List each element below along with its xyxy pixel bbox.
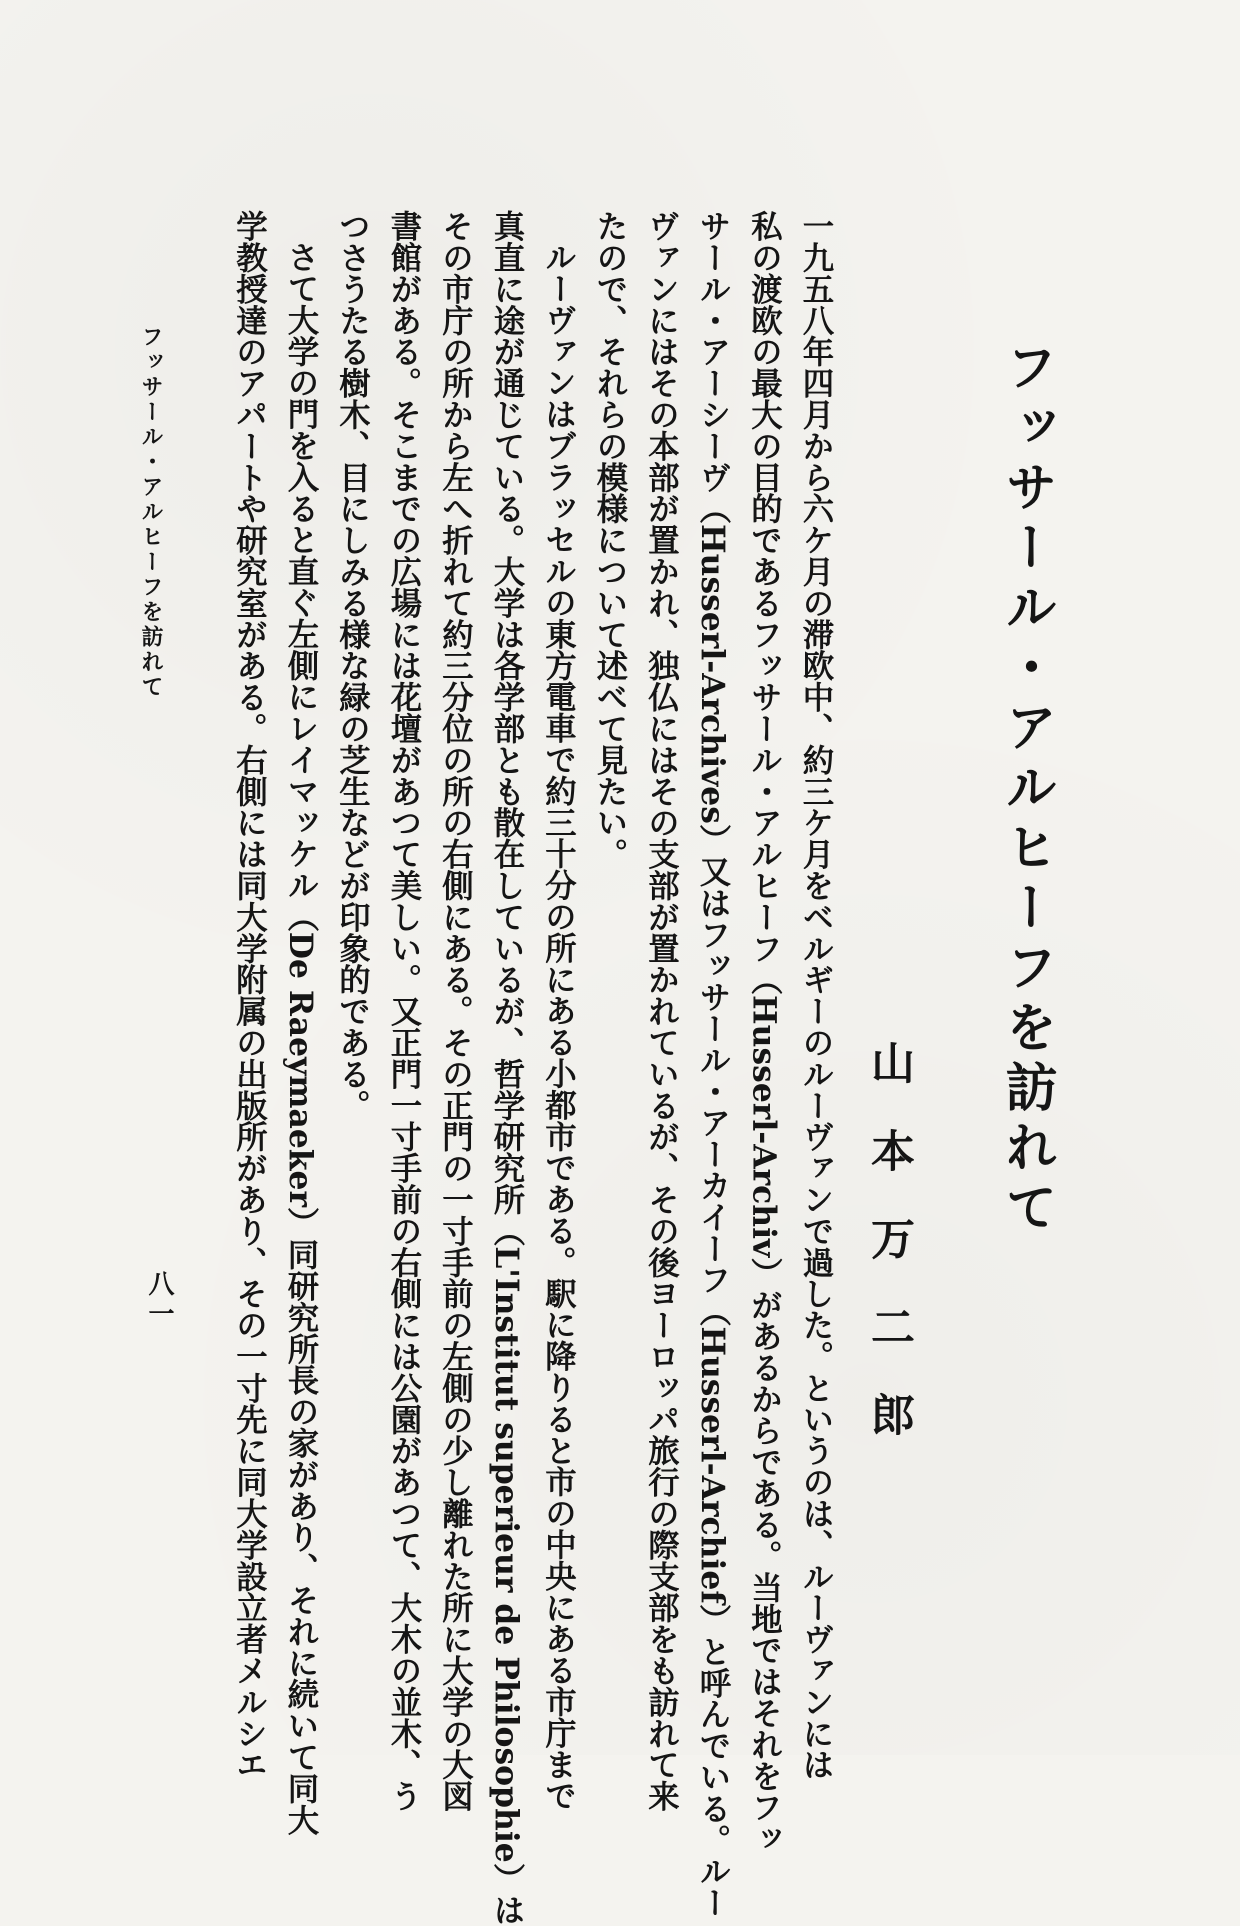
author-name: 山本万二郎 [863, 1040, 914, 1480]
body-line: 真直に途が通じている。大学は各学部とも散在しているが、哲学研究所（L'Institut superieur de Philosophie）は [488, 210, 524, 1926]
body-line: その市庁の所から左へ折れて約三分位の所の右側にある。その正門の一寸手前の左側の少し離れた所に大学の大図 [436, 210, 473, 1812]
body-line: 私の渡欧の最大の目的であるフッサール・アルヒーフ（Husserl-Archiv）があるからである。当地ではそれをフッ [745, 210, 782, 1854]
body-line: 一九五八年四月から六ケ月の滞欧中、約三ケ月をベルギーのルーヴァンで過した。というのは、ルーヴァンには [797, 210, 833, 1780]
body-line: ヴァンにはその本部が置かれ、独仏にはその支部が置かれているが、その後ヨーロッパ旅行の際支部をも訪れて来 [642, 210, 679, 1812]
body-line: 学教授達のアパートや研究室がある。右側には同大学附属の出版所があり、その一寸先に同大学設立者メルシエ [230, 210, 267, 1780]
page-number: 八一 [144, 1270, 174, 1330]
body-line: サール・アーシーヴ（Husserl-Archives）又はフッサール・アーカイーフ（Husserl-Archief）と呼んでいる。ルー [694, 210, 730, 1918]
article-body [222, 210, 840, 1926]
body-line: たので、それらの模様について述べて見たい。 [591, 210, 627, 870]
article-title: フッサール・アルヒーフを訪れて [996, 340, 1057, 1240]
body-line: ルーヴァンはブラッセルの東方電車で約三十分の所にある小都市である。駅に降りると市の中央にある市庁まで [539, 241, 576, 1811]
running-title: フッサール・アルヒーフを訪れて [138, 325, 164, 700]
body-line: 書館がある。そこまでの広場には花壇があつて美しい。又正門一寸手前の右側には公園があつて、大木の並木、う [385, 210, 421, 1812]
body-line: つさうたる樹木、目にしみる様な緑の芝生などが印象的である。 [333, 210, 370, 1121]
body-line: さて大学の門を入ると直ぐ左側にレイマッケル（De Raeymaeker）同研究所長の家があり、それに続いて同大 [282, 241, 318, 1836]
